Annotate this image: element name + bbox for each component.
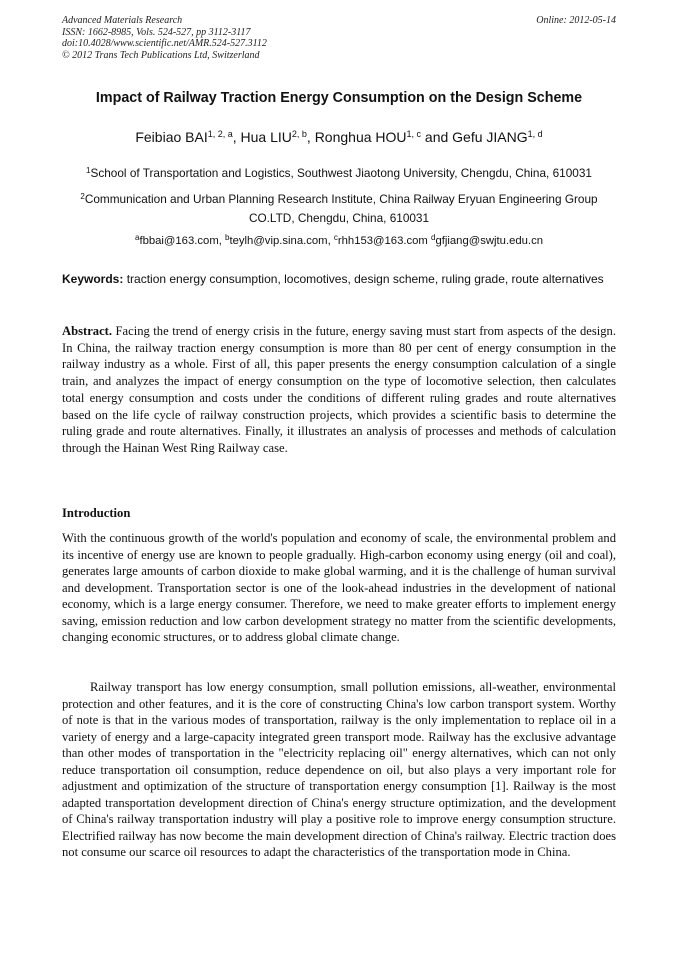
author-separator: , bbox=[306, 129, 315, 145]
author-separator: and bbox=[421, 129, 453, 145]
body-paragraph: Railway transport has low energy consumption, small pollution emissions, all-weather, environmental protection and other features, and it is the core of constructing China's low carbon transport system. Worthy of note is that in the various modes of transportation, railway is the only implementation to replace oil in a variety of energy and a large-capacity integrated green transport mode. Railway has the exclusive advantage than other modes of transportation in the "electricity replacing oil" energy alternatives, which can not only reduce transportation oil consumption, reduce dependence on oil, but also plays a very important role for adjustment and optimization of the structure of transportation energy consumption [1]. Railway is the most adapted transportation development direction of China's energy structure optimization, and the development of China's railway transportation industry will play a positive role to improve energy consumption structure. Electrified railway has now become the main development direction of China's railway. Electric traction does not consume our scarce oil resources to adapt the characteristics of the transportation mode in China. bbox=[62, 680, 616, 859]
author-name: Feibiao BAI bbox=[135, 129, 208, 145]
email-list bbox=[62, 232, 616, 251]
affiliation-2 bbox=[62, 190, 616, 228]
author-separator: , bbox=[232, 129, 241, 145]
affiliation-mark: 2 bbox=[80, 192, 85, 201]
affiliation-text: School of Transportation and Logistics, Southwest Jiaotong University, Chengdu, China, 610031 bbox=[90, 166, 592, 180]
online-date: Online: 2012-05-14 bbox=[536, 15, 616, 26]
email-address: gfjiang@swjtu.edu.cn bbox=[435, 235, 544, 247]
abstract-text: Facing the trend of energy crisis in the future, energy saving must start from aspects of the design. In China, the railway traction energy consumption is more than 80 per cent of energy consumption in the railway industry as a whole. First of all, this paper presents the energy consumption calculation of a single train, and analyzes the impact of energy consumption on the type of locomotive selection, then calculates total energy consumption and costs under the conditions of different ruling grades and route alternatives based on the life cycle of railway construction projects, which provides a scientific basis to determine the ruling grade and route alternatives. Finally, it illustrates an analysis of processes and methods of calculation through the Hainan West Ring Railway case. bbox=[62, 324, 616, 455]
email-address: rhh153@163.com bbox=[337, 235, 431, 247]
keywords-label: Keywords: bbox=[62, 272, 124, 286]
issn-line: ISSN: 1662-8985, Vols. 524-527, pp 3112-3117 bbox=[62, 26, 251, 38]
journal-header bbox=[62, 15, 616, 61]
author-name: Ronghua HOU bbox=[314, 129, 407, 145]
author-affiliation-mark: 1, 2, a bbox=[207, 129, 233, 139]
paper-title: Impact of Railway Traction Energy Consumption on the Design Scheme bbox=[95, 90, 583, 106]
author-affiliation-mark: 2, b bbox=[291, 129, 307, 139]
author-affiliation-mark: 1, d bbox=[527, 129, 543, 139]
body-paragraph: With the continuous growth of the world's population and economy of scale, the environmental problem and its incentive of energy use are known to people gradually. High-carbon economy using energy (oil and coal), generates large amounts of carbon dioxide to make global warming, and it is the challenge of human survival and development. Transportation sector is one of the look-ahead industries in the development of national economy, which is a large energy consumer. Therefore, we need to make greater efforts to implement energy saving, emission reduction and low carbon development strategy no matter from the scientific developments, changing economic structures, or to address global climate change. bbox=[62, 531, 616, 644]
keywords-section bbox=[62, 270, 616, 288]
introduction-heading: Introduction bbox=[62, 506, 131, 520]
author-affiliation-mark: 1, c bbox=[406, 129, 422, 139]
keywords-text: traction energy consumption, locomotives, design scheme, ruling grade, route alternatives bbox=[123, 272, 604, 286]
email-mark: b bbox=[225, 233, 230, 242]
abstract-label: Abstract. bbox=[62, 324, 113, 338]
affiliation-text: Communication and Urban Planning Research Institute, China Railway Eryuan Engineering Group CO.LTD, Chengdu, China, 610031 bbox=[84, 192, 598, 225]
email-address: fbbai@163.com, bbox=[139, 235, 226, 247]
copyright-line: © 2012 Trans Tech Publications Ltd, Switzerland bbox=[62, 49, 260, 61]
author-name: Hua LIU bbox=[240, 129, 292, 145]
author-name: Gefu JIANG bbox=[452, 129, 528, 145]
affiliation-1 bbox=[62, 164, 616, 183]
affiliation-mark: 1 bbox=[86, 166, 91, 175]
email-mark: d bbox=[431, 233, 436, 242]
journal-name: Advanced Materials Research bbox=[62, 15, 183, 26]
email-mark: a bbox=[134, 233, 140, 242]
author-list bbox=[62, 129, 616, 145]
email-address: teylh@vip.sina.com, bbox=[229, 235, 334, 247]
abstract-section bbox=[62, 323, 616, 457]
email-mark: c bbox=[333, 233, 338, 242]
doi-line: doi:10.4028/www.scientific.net/AMR.524-527.3112 bbox=[62, 38, 267, 49]
